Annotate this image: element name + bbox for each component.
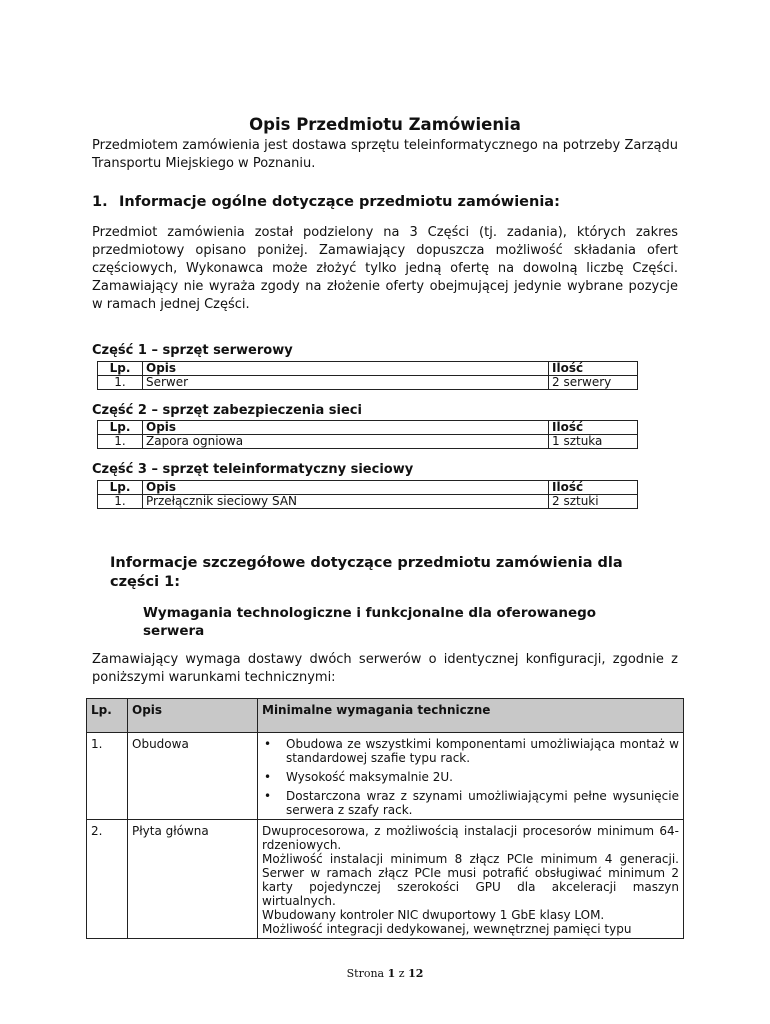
- cell-opis: Serwer: [143, 376, 549, 390]
- part-2-heading: Część 2 – sprzęt zabezpieczenia sieci: [92, 403, 362, 418]
- document-title: Opis Przedmiotu Zamówienia: [249, 115, 521, 134]
- part-2-table: [97, 420, 638, 449]
- part-3-heading: Część 3 – sprzęt teleinformatyczny sieciowy: [92, 462, 414, 477]
- cell-opis: Zapora ogniowa: [143, 435, 549, 449]
- table-row: [98, 376, 638, 390]
- page-footer: [0, 967, 770, 980]
- spec-header-req: Minimalne wymagania techniczne: [258, 699, 684, 733]
- spec-header-opis: Opis: [128, 699, 258, 733]
- section-1-heading: [92, 194, 560, 210]
- table-header-row: [98, 421, 638, 435]
- section-1-number: 1.: [92, 194, 108, 210]
- table-row: [87, 733, 684, 820]
- list-item: [262, 789, 679, 817]
- req-bullet-list: [262, 737, 679, 817]
- header-opis: Opis: [143, 421, 549, 435]
- table-row: [98, 495, 638, 509]
- spec-cell-req: [258, 733, 684, 820]
- footer-page-total: 12: [408, 967, 424, 980]
- spec-header-lp: Lp.: [87, 699, 128, 733]
- detail-section-heading: Informacje szczegółowe dotyczące przedmiotu zamówienia dla części 1:: [110, 555, 623, 590]
- table-header-row: [98, 481, 638, 495]
- part-1-heading: Część 1 – sprzęt serwerowy: [92, 343, 293, 358]
- req-line: Możliwość integracji dedykowanej, wewnętrznej pamięci typu: [262, 922, 632, 936]
- section-1-paragraph: Przedmiot zamówienia został podzielony na 3 Części (tj. zadania), których zakres przedmiotowy opisano poniżej. Zamawiający dopuszcza możliwość składania ofert częściowych, Wykonawca może złożyć tylko jedną ofertę na dowolną liczbę Części. Zamawiający nie wyraża zgody na złożenie oferty obejmującej jedynie wybrane pozycje w ramach jednej Części.: [92, 225, 678, 312]
- cell-ilosc: 2 sztuki: [549, 495, 638, 509]
- cell-ilosc: 2 serwery: [549, 376, 638, 390]
- list-item: [262, 770, 679, 784]
- part-1-table: [97, 361, 638, 390]
- header-ilosc: Ilość: [549, 481, 638, 495]
- list-item-text: Obudowa ze wszystkimi komponentami umożliwiająca montaż w standardowej szafie typu rack.: [286, 737, 679, 765]
- cell-lp: 1.: [98, 376, 143, 390]
- spec-table: [86, 698, 684, 939]
- spec-cell-req: [258, 820, 684, 939]
- cell-opis: Przełącznik sieciowy SAN: [143, 495, 549, 509]
- intro-paragraph: Przedmiotem zamówienia jest dostawa sprzętu teleinformatycznego na potrzeby Zarządu Transportu Miejskiego w Poznaniu.: [92, 138, 678, 171]
- detail-paragraph: Zamawiający wymaga dostawy dwóch serwerów o identycznej konfiguracji, zgodnie z poniższymi warunkami technicznymi:: [92, 652, 678, 685]
- spec-cell-lp: 2.: [87, 820, 128, 939]
- list-item-text: Dostarczona wraz z szynami umożliwiającymi pełne wysunięcie serwera z szafy rack.: [286, 789, 679, 817]
- list-item: [262, 737, 679, 765]
- footer-separator: z: [398, 967, 405, 980]
- cell-ilosc: 1 sztuka: [549, 435, 638, 449]
- footer-page-number: 1: [387, 967, 396, 980]
- header-ilosc: Ilość: [549, 362, 638, 376]
- header-opis: Opis: [143, 362, 549, 376]
- section-1-heading-text: Informacje ogólne dotyczące przedmiotu zamówienia:: [119, 194, 560, 210]
- req-line: Możliwość instalacji minimum 8 złącz PCIe minimum 4 generacji. Serwer w ramach złącz PCIe musi potrafić obsługiwać minimum 2 karty pojedynczej szerokości GPU dla akceleracji maszyn wirtualnych.: [262, 852, 679, 908]
- bullet-icon: •: [264, 770, 272, 784]
- footer-prefix: Strona: [346, 967, 385, 980]
- header-lp: Lp.: [98, 362, 143, 376]
- table-row: [98, 435, 638, 449]
- cell-lp: 1.: [98, 495, 143, 509]
- header-lp: Lp.: [98, 421, 143, 435]
- spec-header-row: [87, 699, 684, 733]
- spec-cell-opis: Obudowa: [128, 733, 258, 820]
- table-row: [87, 820, 684, 939]
- header-opis: Opis: [143, 481, 549, 495]
- header-lp: Lp.: [98, 481, 143, 495]
- cell-lp: 1.: [98, 435, 143, 449]
- req-line: Wbudowany kontroler NIC dwuportowy 1 GbE klasy LOM.: [262, 908, 605, 922]
- part-3-table: [97, 480, 638, 509]
- list-item-text: Wysokość maksymalnie 2U.: [286, 770, 453, 784]
- req-line: Dwuprocesorowa, z możliwością instalacji procesorów minimum 64-rdzeniowych.: [262, 824, 679, 852]
- detail-subheading: Wymagania technologiczne i funkcjonalne dla oferowanego serwera: [143, 605, 597, 639]
- header-ilosc: Ilość: [549, 421, 638, 435]
- bullet-icon: •: [264, 737, 272, 751]
- spec-cell-lp: 1.: [87, 733, 128, 820]
- bullet-icon: •: [264, 789, 272, 803]
- spec-cell-opis: Płyta główna: [128, 820, 258, 939]
- table-header-row: [98, 362, 638, 376]
